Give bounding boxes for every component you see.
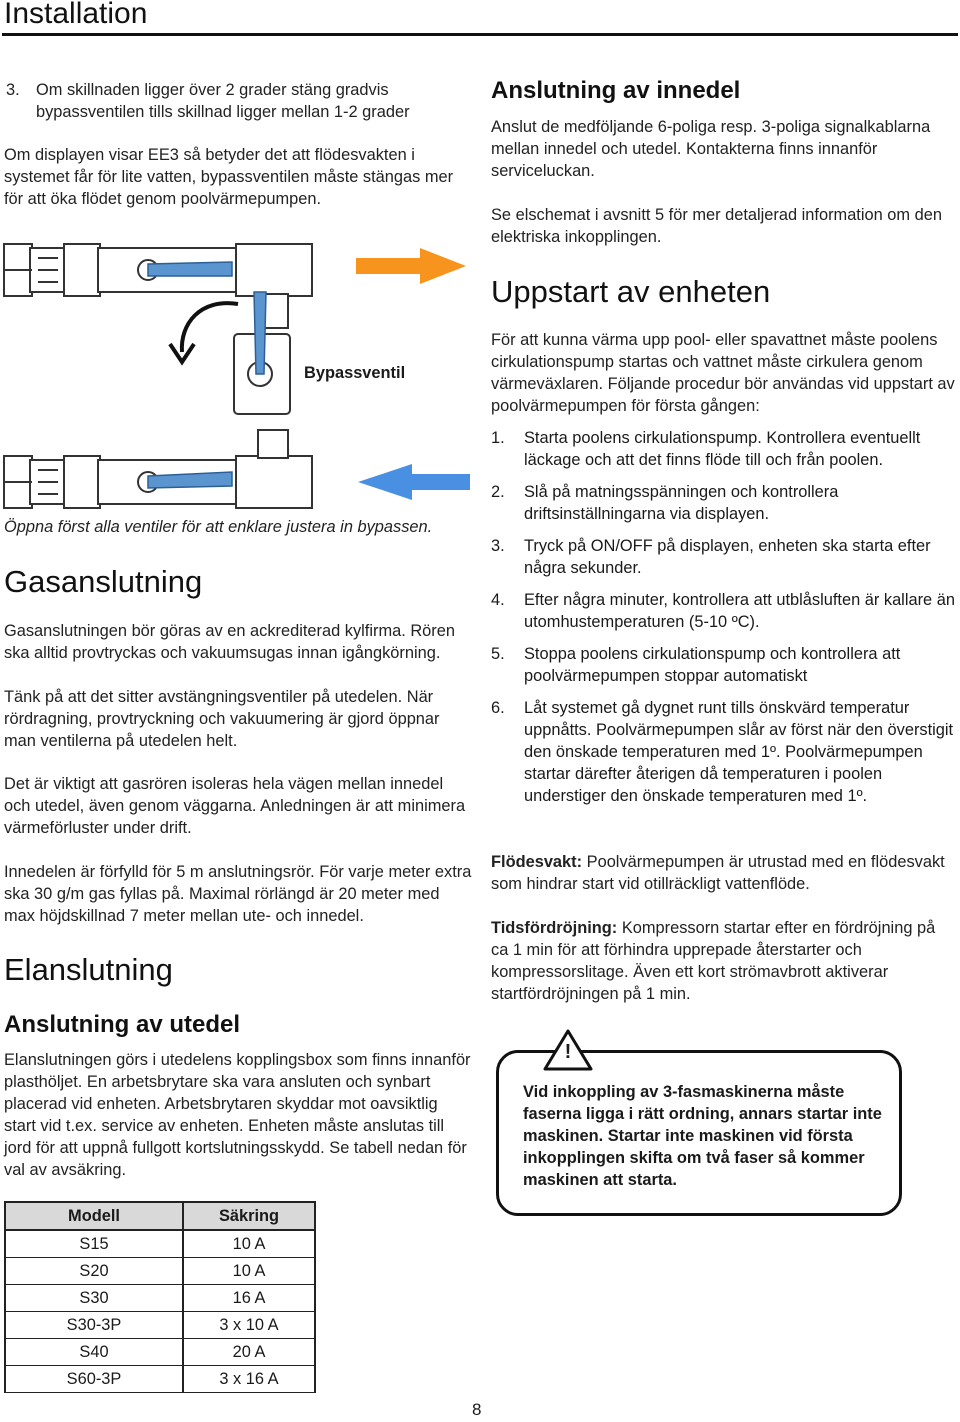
table-cell-model: S30-3P [5,1312,183,1339]
gas-heading: Gasanslutning [4,564,203,599]
flow-arrow-out-icon [356,248,466,284]
fuse-table [4,1201,316,1393]
tidsfordrojning-text: Kompressorn startar efter en fördröjning på ca 1 min för att förhindra upprepade återstarter och kompressorslitage. Även ett kort strömavbrott aktiverar startfördröjningen på 1 min. [491,919,936,1003]
step-text: Stoppa poolens cirkulationspump och kontrollera att poolvärmepumpen stoppar automatiskt [524,645,901,685]
ee3-paragraph: Om displayen visar EE3 så betyder det att flödesvakten i systemet får för lite vatten, bypassventilen måste stängas mer för att öka flödet genom poolvärmepumpen. [4,146,454,208]
innedel-heading: Anslutning av innedel [491,77,741,104]
step-number: 2. [491,483,505,501]
table-cell-model: S40 [5,1339,183,1366]
valve-handle-top [148,262,232,276]
warning-text: Vid inkoppling av 3-fasmaskinerna måste faserna ligga i rätt ordning, annars startar inte maskinen. Startar inte maskinen vid första inkopplingen skifta om två faser så kommer maskinen att starta. [523,1083,882,1189]
page-title: Installation [4,0,148,30]
gas-paragraph-2: Tänk på att det sitter avstängningsventiler på utedelen. När rördragning, provtryckning och vakuumering är gjord öppnar man ventilerna på utedelen helt. [4,688,440,750]
step-3-number: 3. [6,81,20,99]
table-cell-model: S60-3P [5,1366,183,1393]
table-cell-fuse: 10 A [183,1258,315,1285]
table-row [5,1339,315,1366]
table-row [5,1230,315,1258]
step-number: 6. [491,699,505,717]
utedel-heading: Anslutning av utedel [4,1011,241,1038]
table-cell-fuse: 3 x 16 A [183,1366,315,1393]
gas-paragraph-1: Gasanslutningen bör göras av en ackrediterad kylfirma. Rören ska alltid provtryckas och vakuumsugas innan igångkörning. [4,622,455,662]
step-number: 5. [491,645,505,663]
flodesvakt-label: Flödesvakt: [491,853,583,871]
step-text: Starta poolens cirkulationspump. Kontrollera eventuellt läckage och att det finns flöde till och från poolen. [524,429,921,469]
page-number: 8 [472,1400,482,1419]
gas-paragraph-3: Det är viktigt att gasrören isoleras hela vägen mellan innedel och utedel, även genom väggarna. Anledningen är att minimera värmeförluster under drift. [4,775,466,837]
step-number: 4. [491,591,505,609]
step-3-text: Om skillnaden ligger över 2 grader stäng gradvis bypassventilen tills skillnad ligger mellan 1-2 grader [36,81,410,121]
step-text: Tryck på ON/OFF på displayen, enheten ska starta efter några sekunder. [524,537,931,577]
table-row [5,1312,315,1339]
table-row [5,1285,315,1312]
flodesvakt-paragraph [491,851,956,895]
tidsfordrojning-label: Tidsfördröjning: [491,919,618,937]
table-cell-fuse: 20 A [183,1339,315,1366]
uppstart-heading: Uppstart av enheten [491,274,771,309]
list-item [491,589,956,633]
step-text: Slå på matningsspänningen och kontrollera driftsinställningarna via displayen. [524,483,839,523]
list-item [491,697,956,807]
bypass-handle [254,292,266,374]
step-text: Efter några minuter, kontrollera att utblåsluften är kallare än utomhustemperaturen (5-10 ºC). [524,591,955,631]
tee-fitting-bottom [236,456,312,508]
gas-paragraph-4: Innedelen är förfylld för 5 m anslutningsrör. För varje meter extra ska 30 g/m gas fyllas på. Maximal rörlängd är 20 meter med max höjdskillnad 7 meter mellan ute- och innedel. [4,863,472,925]
table-cell-fuse: 16 A [183,1285,315,1312]
header-rule [2,33,958,36]
table-row [5,1258,315,1285]
el-heading: Elanslutning [4,952,173,987]
tidsfordrojning-paragraph [491,917,956,1005]
tee-fitting-top [236,244,312,296]
step-number: 3. [491,537,505,555]
flow-arrow-in-icon [358,464,470,500]
startup-steps [491,427,956,817]
uppstart-intro: För att kunna värma upp pool- eller spavattnet måste poolens cirkulationspump startas och vattnet måste cirkulera genom värmeväxlaren. Följande procedur bör användas vid uppstart av poolvärmepumpen för första gången: [491,331,955,415]
table-cell-fuse: 3 x 10 A [183,1312,315,1339]
step-text: Låt systemet gå dygnet runt tills önskvärd temperatur uppnåtts. Poolvärmepumpen slår av först när den överstigit den önskade temperaturen med 1º. Poolvärmepumpen startar därefter återigen då temperaturen i poolen understiger den önskade temperaturen med 1º. [524,699,954,805]
step-number: 1. [491,429,505,447]
warning-symbol: ! [564,1041,572,1063]
bypass-diagram [0,234,480,516]
list-item [491,535,956,579]
list-item [491,481,956,525]
table-cell-model: S30 [5,1285,183,1312]
step-3 [6,79,456,123]
list-item [491,427,956,471]
rotate-arrow-icon [182,303,238,352]
innedel-paragraph-1: Anslut de medföljande 6-poliga resp. 3-poliga signalkablarna mellan innedel och utedel. Kontakterna finns innanför serviceluckan. [491,118,931,180]
table-cell-model: S15 [5,1230,183,1258]
innedel-paragraph-2: Se elschemat i avsnitt 5 för mer detaljerad information om den elektriska inkopplingen. [491,206,942,246]
bypass-label: Bypassventil [304,364,406,382]
table-row [5,1366,315,1393]
table-header-row [5,1202,315,1230]
table-cell-fuse: 10 A [183,1230,315,1258]
table-cell-model: S20 [5,1258,183,1285]
utedel-paragraph: Elanslutningen görs i utedelens kopplingsbox som finns innanför plasthöljet. En arbetsbrytare ska vara ansluten och synbart placerad vid enheten. Arbetsbrytaren skyddar mot oavsiktlig start vid t.ex. service av enheten. Enheten måste anslutas till jord för att uppnå fullgott kortslutningsskydd. Se tabell nedan för val av avsäkring. [4,1051,471,1179]
column-header-fuse: Säkring [183,1202,315,1230]
flodesvakt-text: Poolvärmepumpen är utrustad med en flödesvakt som hindrar start vid otillräckligt vattenflöde. [491,853,945,893]
list-item [491,643,956,687]
column-header-model: Modell [5,1202,183,1230]
diagram-caption: Öppna först alla ventiler för att enklare justera in bypassen. [4,518,433,536]
